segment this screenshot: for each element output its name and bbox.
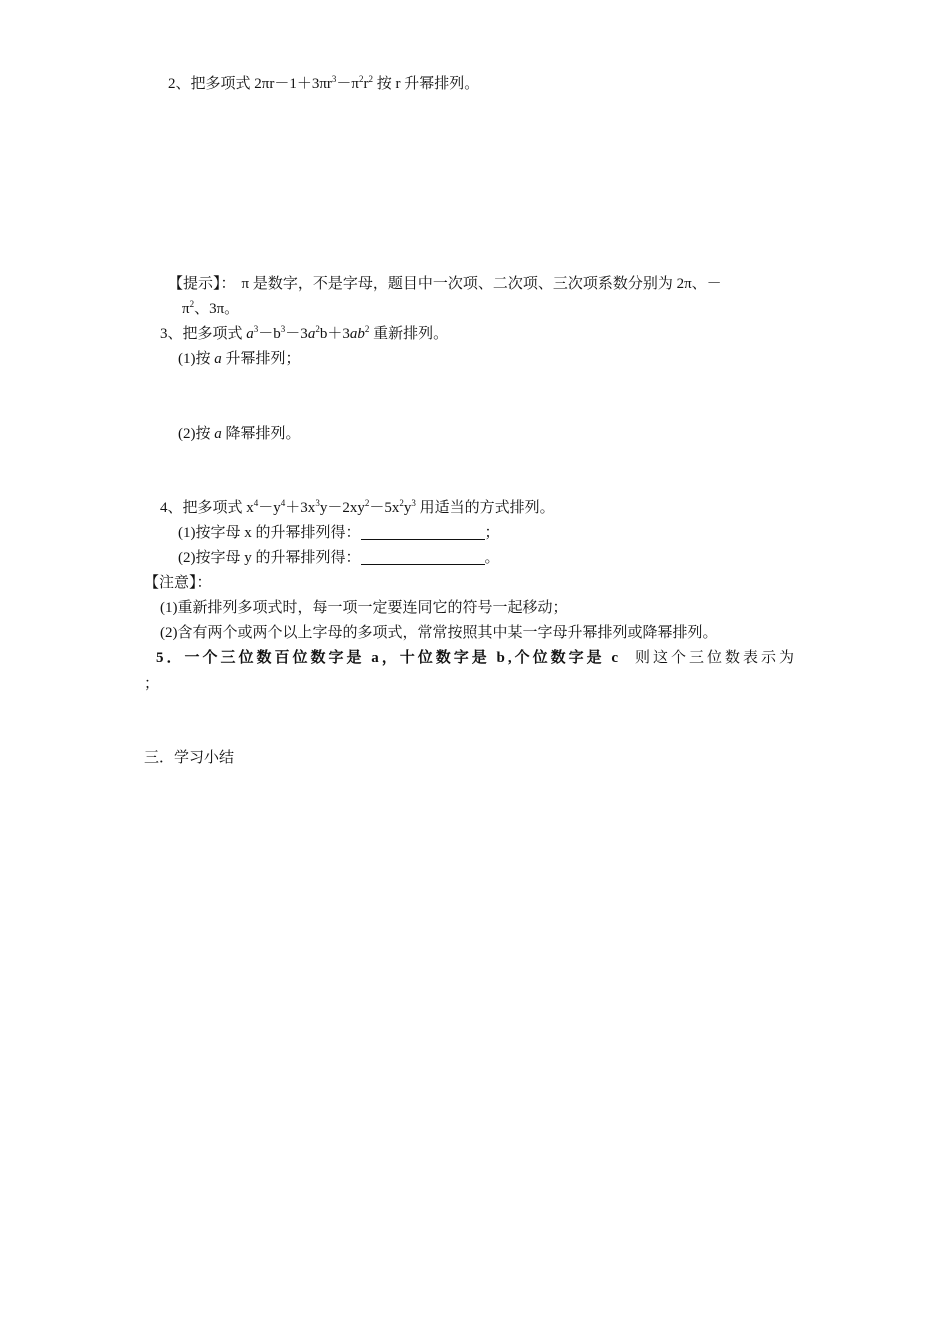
q3-part-2: (2)按 a 降幂排列。 (178, 426, 301, 442)
q3-part-1: (1)按 a 升幂排列； (178, 351, 301, 367)
q3-text: 把多项式 $a^3-b^3-3a^2b+3ab^2$ 重新排列。 (182, 324, 449, 342)
note-label: 【注意】： (144, 575, 212, 591)
hint-line-2: $\pi^2$、3π。 (182, 299, 240, 317)
hint-label: 【提示】： (168, 276, 236, 292)
answer-blank-x[interactable] (361, 525, 485, 540)
q2-number: 2、 (168, 76, 191, 92)
q4-text: 把多项式 $x^4-y^4+3x^3y-2xy^2-5x^2y^3$ 用适当的方式排列。 (182, 498, 555, 516)
question-3 (160, 324, 448, 344)
question-5 (156, 648, 797, 668)
question-4 (160, 498, 555, 518)
q5-bold-text: 5．一个三位数百位数字是 a，十位数字是 b,个位数字是 c (156, 650, 622, 666)
q5-end: ； (144, 676, 160, 692)
q5-rest-text: 则这个三位数表示为 (635, 650, 798, 666)
q4-part-1: (1)按字母 x 的升幂排列得： ； (178, 525, 500, 541)
question-2 (168, 74, 479, 94)
note-item-2: (2)含有两个或两个以上字母的多项式，常常按照其中某一字母升幂排列或降幂排列。 (160, 625, 718, 641)
answer-blank-y[interactable] (361, 550, 485, 565)
hint-text: π 是数字，不是字母，题目中一次项、二次项、三次项系数分别为 2π、－ (241, 276, 722, 292)
section-3-heading: 三．学习小结 (144, 750, 235, 766)
q3-number: 3、 (160, 326, 183, 342)
note-item-1: (1)重新排列多项式时，每一项一定要连同它的符号一起移动； (160, 600, 568, 616)
q4-part-2: (2)按字母 y 的升幂排列得： 。 (178, 550, 500, 566)
q2-text: 把多项式 $2\pi r-1+3\pi r^3-\pi^2r^2$ 按 r 升幂排列。 (190, 74, 480, 92)
hint-line-1 (168, 274, 722, 294)
q4-number: 4、 (160, 500, 183, 516)
